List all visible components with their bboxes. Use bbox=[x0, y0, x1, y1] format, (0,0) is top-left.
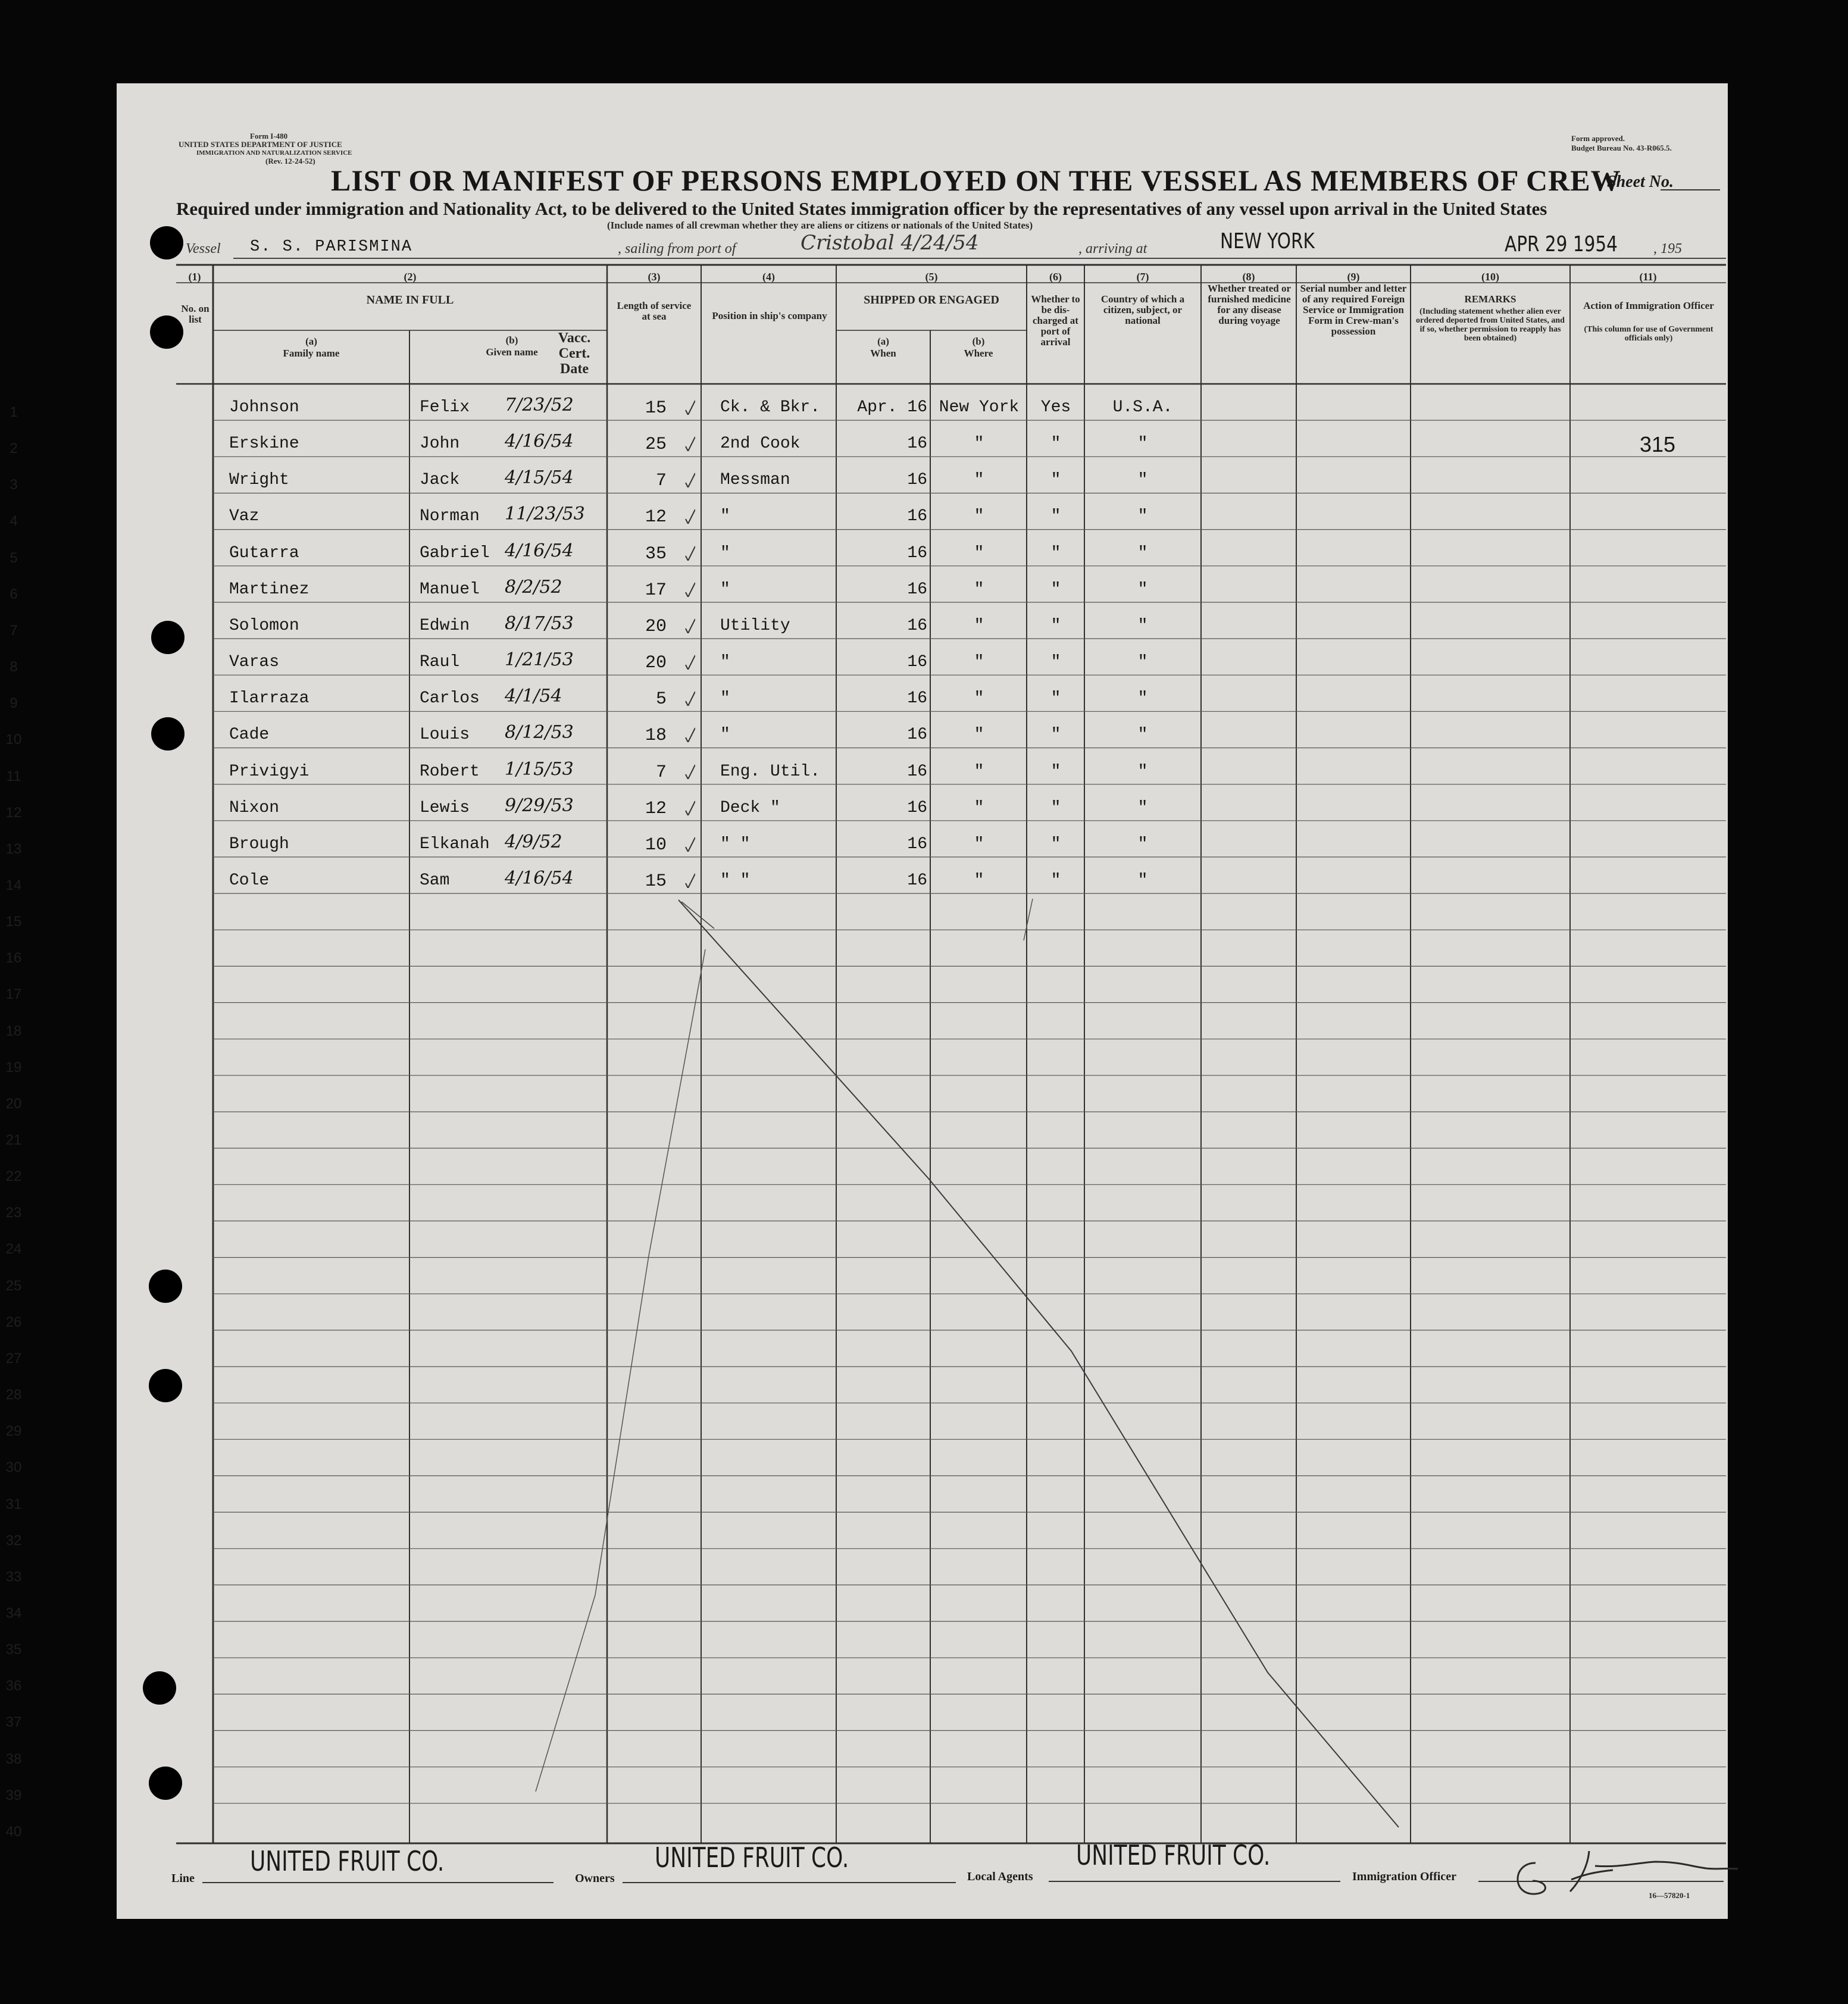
sailing-port: Cristobal 4/24/54 bbox=[801, 231, 979, 255]
vacc-cert-date: 7/23/52 bbox=[505, 395, 574, 415]
row-number: 28 bbox=[5, 1387, 22, 1403]
country: " bbox=[1137, 434, 1148, 454]
header-family-letter: (a) bbox=[305, 336, 317, 347]
where-shipped: " bbox=[974, 653, 984, 672]
country: " bbox=[1137, 507, 1148, 526]
department-name: UNITED STATES DEPARTMENT OF JUSTICE bbox=[179, 140, 342, 149]
given-name: Felix bbox=[420, 398, 470, 417]
row-number: 32 bbox=[5, 1532, 22, 1549]
check-mark-icon bbox=[684, 836, 695, 852]
row-number: 15 bbox=[5, 914, 22, 930]
row-number: 18 bbox=[5, 1023, 22, 1039]
family-name: Ilarraza bbox=[229, 689, 309, 708]
family-name: Erskine bbox=[229, 434, 299, 454]
family-name: Johnson bbox=[229, 398, 299, 417]
header-given-letter: (b) bbox=[505, 334, 518, 346]
header-action-note: (This column for use of Government officials only) bbox=[1584, 325, 1713, 343]
header-length-of-service: Length of service at sea bbox=[617, 300, 692, 322]
country: " bbox=[1137, 762, 1148, 781]
country: " bbox=[1137, 834, 1148, 854]
vacc-cert-date: 8/17/53 bbox=[505, 612, 574, 634]
header-where-letter: (b) bbox=[972, 336, 985, 347]
row-number: 23 bbox=[5, 1205, 22, 1221]
to-be-discharged: " bbox=[1050, 689, 1061, 708]
arrival-date: APR 29 1954 bbox=[1505, 232, 1618, 257]
row-number: 9 bbox=[10, 695, 18, 712]
vacc-cert-date: 4/16/54 bbox=[505, 867, 574, 889]
row-number: 21 bbox=[5, 1132, 22, 1148]
col-num-5: (5) bbox=[925, 271, 938, 283]
position: Utility bbox=[720, 616, 790, 635]
header-when: When bbox=[870, 348, 896, 359]
row-number: 1 bbox=[10, 404, 18, 420]
col-num-7: (7) bbox=[1136, 271, 1149, 283]
where-shipped: " bbox=[974, 798, 984, 817]
sailing-label: , sailing from port of bbox=[618, 241, 736, 257]
line-label: Line bbox=[171, 1872, 195, 1885]
header-treated: Whether treated or furnished medicine for any disease during voyage bbox=[1207, 283, 1292, 326]
agents-value: UNITED FRUIT CO. bbox=[1076, 1839, 1271, 1871]
sheet-no-label: Sheet No. bbox=[1607, 173, 1674, 191]
length-of-service: 15 bbox=[645, 871, 667, 892]
subtitle: Required under immigration and Nationality Act, to be delivered to the United States immigration officer by the representatives of any vessel upon arrival in the United States bbox=[176, 198, 1547, 219]
position: " bbox=[720, 507, 730, 526]
row-number: 24 bbox=[5, 1241, 22, 1258]
position: " bbox=[720, 726, 730, 745]
header-remarks: REMARKS bbox=[1464, 293, 1516, 305]
when-shipped: 16 bbox=[907, 798, 927, 817]
vacc-cert-date: 4/16/54 bbox=[505, 540, 574, 561]
print-code: 16—57820-1 bbox=[1649, 1891, 1690, 1900]
given-name: Louis bbox=[420, 726, 470, 745]
family-name: Privigyi bbox=[229, 762, 309, 781]
length-of-service: 7 bbox=[655, 762, 667, 783]
check-mark-icon bbox=[684, 800, 695, 815]
check-mark-icon bbox=[684, 399, 695, 415]
when-shipped: 16 bbox=[907, 471, 927, 490]
agents-underline bbox=[1049, 1881, 1340, 1882]
when-shipped: 16 bbox=[907, 871, 927, 890]
country: " bbox=[1137, 689, 1148, 708]
where-shipped: " bbox=[974, 616, 984, 635]
owners-label: Owners bbox=[575, 1872, 615, 1885]
to-be-discharged: " bbox=[1050, 834, 1061, 854]
length-of-service: 5 bbox=[655, 689, 667, 710]
position: " " bbox=[720, 834, 751, 854]
check-mark-icon bbox=[684, 764, 695, 779]
family-name: Brough bbox=[229, 834, 289, 854]
row-number: 33 bbox=[5, 1568, 22, 1585]
vessel-label: Vessel bbox=[186, 241, 221, 257]
country: " bbox=[1137, 471, 1148, 490]
vacc-cert-date: 8/2/52 bbox=[505, 576, 562, 598]
to-be-discharged: " bbox=[1050, 762, 1061, 781]
row-number: 7 bbox=[10, 622, 18, 639]
family-name: Solomon bbox=[229, 616, 299, 635]
row-number: 35 bbox=[5, 1642, 22, 1658]
include-note: (Include names of all crewman whether they are aliens or citizens or nationals of the United States) bbox=[607, 220, 1033, 231]
col-num-2: (2) bbox=[404, 271, 417, 283]
header-discharged: Whether to be dis-charged at port of arrival bbox=[1031, 293, 1080, 348]
agents-label: Local Agents bbox=[967, 1870, 1033, 1883]
when-shipped: 16 bbox=[907, 834, 927, 854]
row-number: 27 bbox=[5, 1350, 22, 1367]
position: Deck " bbox=[720, 798, 780, 817]
vacc-cert-date: 1/15/53 bbox=[505, 758, 574, 780]
header-serial: Serial number and letter of any required Foreign Service or Immigration Form in Crew-man's possession bbox=[1300, 283, 1407, 337]
when-shipped: 16 bbox=[907, 434, 927, 454]
given-name: Robert bbox=[420, 762, 480, 781]
vacc-cert-date: 8/12/53 bbox=[505, 722, 574, 743]
country: " bbox=[1137, 871, 1148, 890]
revision: (Rev. 12-24-52) bbox=[265, 157, 315, 165]
check-mark-icon bbox=[684, 873, 695, 888]
when-shipped: 16 bbox=[907, 726, 927, 745]
where-shipped: " bbox=[974, 580, 984, 599]
line-underline bbox=[202, 1882, 554, 1883]
when-shipped: 16 bbox=[907, 543, 927, 562]
check-mark-icon bbox=[684, 654, 695, 670]
header-position: Position in ship's company bbox=[712, 310, 827, 321]
row-number: 29 bbox=[5, 1423, 22, 1440]
col-num-4: (4) bbox=[762, 271, 775, 283]
country: " bbox=[1137, 580, 1148, 599]
check-mark-icon bbox=[684, 690, 695, 706]
row-number: 37 bbox=[5, 1714, 22, 1731]
col-num-6: (6) bbox=[1049, 271, 1062, 283]
row-number: 5 bbox=[10, 549, 18, 566]
country: " bbox=[1137, 543, 1148, 562]
given-name: Elkanah bbox=[420, 834, 490, 854]
check-mark-icon bbox=[684, 472, 695, 487]
given-name: Raul bbox=[420, 653, 460, 672]
length-of-service: 20 bbox=[645, 616, 667, 637]
officer-label: Immigration Officer bbox=[1352, 1870, 1456, 1883]
length-of-service: 7 bbox=[655, 471, 667, 492]
row-number: 38 bbox=[5, 1750, 22, 1767]
family-name: Varas bbox=[229, 653, 280, 672]
row-number: 17 bbox=[5, 986, 22, 1003]
given-name: Sam bbox=[420, 871, 450, 890]
to-be-discharged: " bbox=[1050, 653, 1061, 672]
service-name: IMMIGRATION AND NATURALIZATION SERVICE bbox=[196, 149, 352, 157]
col-num-3: (3) bbox=[648, 271, 661, 283]
country: " bbox=[1137, 616, 1148, 635]
where-shipped: " bbox=[974, 834, 984, 854]
arriving-label: , arriving at bbox=[1078, 241, 1147, 257]
officer-signature bbox=[1500, 1839, 1762, 1905]
header-when-letter: (a) bbox=[877, 336, 889, 347]
when-shipped: Apr. 16 bbox=[857, 398, 927, 417]
row-number: 31 bbox=[5, 1496, 22, 1512]
position: Ck. & Bkr. bbox=[720, 398, 821, 417]
to-be-discharged: " bbox=[1050, 616, 1061, 635]
row-number: 16 bbox=[5, 950, 22, 967]
check-mark-icon bbox=[684, 436, 695, 451]
country: U.S.A. bbox=[1112, 398, 1173, 417]
length-of-service: 17 bbox=[645, 580, 667, 601]
owners-underline bbox=[623, 1882, 956, 1883]
when-shipped: 16 bbox=[907, 762, 927, 781]
col-num-1: (1) bbox=[188, 271, 201, 283]
to-be-discharged: " bbox=[1050, 434, 1061, 454]
length-of-service: 12 bbox=[645, 798, 667, 819]
length-of-service: 10 bbox=[645, 834, 667, 855]
row-number: 8 bbox=[10, 659, 18, 676]
year-suffix: , 195 bbox=[1653, 241, 1682, 257]
to-be-discharged: " bbox=[1050, 726, 1061, 745]
header-shipped-engaged: SHIPPED OR ENGAGED bbox=[864, 293, 999, 307]
family-name: Cole bbox=[229, 871, 270, 890]
arriving-port: NEW YORK bbox=[1220, 229, 1315, 254]
to-be-discharged: " bbox=[1050, 798, 1061, 817]
row-number: 2 bbox=[10, 440, 18, 457]
row-number: 36 bbox=[5, 1678, 22, 1695]
row-number: 13 bbox=[5, 840, 22, 857]
family-name: Wright bbox=[229, 471, 289, 490]
to-be-discharged: " bbox=[1050, 580, 1061, 599]
position: " bbox=[720, 543, 730, 562]
vessel-name: S. S. PARISMINA bbox=[250, 238, 413, 256]
given-name: Jack bbox=[420, 471, 460, 490]
length-of-service: 15 bbox=[645, 398, 667, 418]
family-name: Vaz bbox=[229, 507, 259, 526]
when-shipped: 16 bbox=[907, 580, 927, 599]
when-shipped: 16 bbox=[907, 689, 927, 708]
given-name: Carlos bbox=[420, 689, 480, 708]
vacc-cert-date: 4/1/54 bbox=[505, 686, 562, 707]
row-number: 25 bbox=[5, 1277, 22, 1294]
length-of-service: 25 bbox=[645, 434, 667, 455]
given-name: Manuel bbox=[420, 580, 480, 599]
where-shipped: " bbox=[974, 434, 984, 454]
country: " bbox=[1137, 653, 1148, 672]
family-name: Martinez bbox=[229, 580, 309, 599]
header-given-name: Given name bbox=[486, 346, 538, 358]
to-be-discharged: Yes bbox=[1040, 398, 1071, 417]
to-be-discharged: " bbox=[1050, 543, 1061, 562]
given-name: Lewis bbox=[420, 798, 470, 817]
immigration-action: 315 bbox=[1639, 432, 1676, 457]
given-name: Gabriel bbox=[420, 543, 490, 562]
length-of-service: 35 bbox=[645, 543, 667, 564]
check-mark-icon bbox=[684, 581, 695, 597]
position: 2nd Cook bbox=[720, 434, 801, 454]
check-mark-icon bbox=[684, 508, 695, 524]
family-name: Gutarra bbox=[229, 543, 299, 562]
vacc-cert-date: 4/9/52 bbox=[505, 831, 562, 852]
where-shipped: " bbox=[974, 507, 984, 526]
position: " " bbox=[720, 871, 751, 890]
row-number: 6 bbox=[10, 586, 18, 602]
where-shipped: New York bbox=[939, 398, 1020, 417]
header-name-in-full: NAME IN FULL bbox=[366, 293, 454, 307]
position: " bbox=[720, 580, 730, 599]
where-shipped: " bbox=[974, 726, 984, 745]
to-be-discharged: " bbox=[1050, 507, 1061, 526]
row-number: 11 bbox=[6, 768, 21, 784]
given-name: John bbox=[420, 434, 460, 454]
row-number: 12 bbox=[5, 804, 22, 821]
family-name: Nixon bbox=[229, 798, 280, 817]
where-shipped: " bbox=[974, 762, 984, 781]
country: " bbox=[1137, 726, 1148, 745]
row-number: 10 bbox=[5, 731, 22, 748]
when-shipped: 16 bbox=[907, 653, 927, 672]
col-num-9: (9) bbox=[1347, 271, 1360, 283]
given-name: Edwin bbox=[420, 616, 470, 635]
position: " bbox=[720, 653, 730, 672]
col-num-8: (8) bbox=[1242, 271, 1255, 283]
given-name: Norman bbox=[420, 507, 480, 526]
to-be-discharged: " bbox=[1050, 471, 1061, 490]
when-shipped: 16 bbox=[907, 507, 927, 526]
length-of-service: 12 bbox=[645, 507, 667, 528]
check-mark-icon bbox=[684, 545, 695, 561]
row-number: 22 bbox=[5, 1168, 22, 1185]
position: Eng. Util. bbox=[720, 762, 821, 781]
where-shipped: " bbox=[974, 543, 984, 562]
length-of-service: 18 bbox=[645, 726, 667, 746]
row-number: 26 bbox=[5, 1314, 22, 1330]
where-shipped: " bbox=[974, 471, 984, 490]
page-title: LIST OR MANIFEST OF PERSONS EMPLOYED ON THE VESSEL AS MEMBERS OF CREW bbox=[331, 164, 1621, 197]
header-action: Action of Immigration Officer bbox=[1583, 300, 1714, 311]
row-number: 3 bbox=[10, 477, 18, 493]
vacc-cert-date: 4/15/54 bbox=[505, 467, 574, 489]
header-where: Where bbox=[964, 348, 993, 359]
form-number: Form I-480 bbox=[250, 132, 288, 140]
row-number: 39 bbox=[5, 1787, 22, 1803]
when-shipped: 16 bbox=[907, 616, 927, 635]
row-number: 40 bbox=[5, 1823, 22, 1840]
check-mark-icon bbox=[684, 618, 695, 633]
form-approved: Form approved. bbox=[1571, 134, 1625, 143]
header-vacc-cert-date: Vacc. Cert. Date bbox=[558, 330, 591, 377]
header-country: Country of which a citizen, subject, or national bbox=[1100, 293, 1185, 326]
header-no-on-list: No. on list bbox=[181, 303, 209, 325]
row-number: 20 bbox=[5, 1095, 22, 1112]
row-number: 30 bbox=[5, 1459, 22, 1476]
vacc-cert-date: 4/16/54 bbox=[505, 431, 574, 452]
length-of-service: 20 bbox=[645, 653, 667, 674]
where-shipped: " bbox=[974, 871, 984, 890]
line-value: UNITED FRUIT CO. bbox=[250, 1845, 445, 1877]
position: " bbox=[720, 689, 730, 708]
where-shipped: " bbox=[974, 689, 984, 708]
budget-bureau: Budget Bureau No. 43-R065.5. bbox=[1571, 143, 1672, 152]
owners-value: UNITED FRUIT CO. bbox=[655, 1842, 849, 1874]
vacc-cert-date: 11/23/53 bbox=[505, 504, 585, 525]
header-remarks-note: (Including statement whether alien ever ordered deported from United States, and if so, whether permission to reapply has been obtained) bbox=[1416, 307, 1565, 343]
family-name: Cade bbox=[229, 726, 270, 745]
row-number: 4 bbox=[10, 513, 18, 530]
to-be-discharged: " bbox=[1050, 871, 1061, 890]
row-number: 34 bbox=[5, 1605, 22, 1621]
col-num-10: (10) bbox=[1481, 271, 1499, 283]
col-num-11: (11) bbox=[1639, 271, 1657, 283]
position: Messman bbox=[720, 471, 790, 490]
row-number: 19 bbox=[5, 1059, 22, 1076]
vacc-cert-date: 9/29/53 bbox=[505, 795, 574, 816]
row-number: 14 bbox=[5, 877, 22, 893]
country: " bbox=[1137, 798, 1148, 817]
header-family-name: Family name bbox=[283, 348, 340, 359]
vacc-cert-date: 1/21/53 bbox=[505, 649, 574, 671]
check-mark-icon bbox=[684, 727, 695, 742]
